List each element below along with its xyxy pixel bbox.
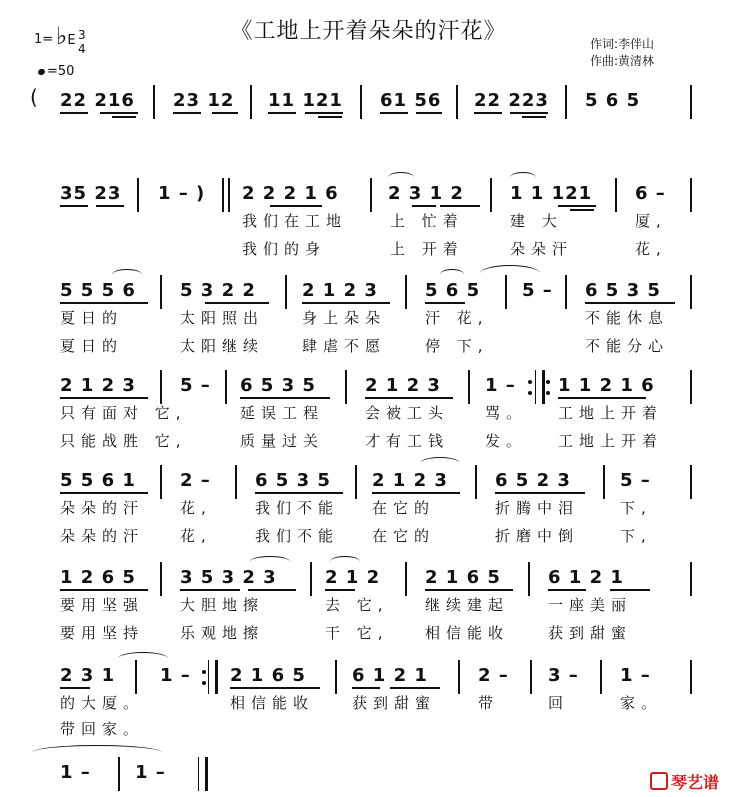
lyric-verse-1: 会被工头: [365, 404, 450, 422]
measure: 5 6 5: [425, 280, 481, 301]
measure: 5 5 6 1: [60, 470, 136, 491]
measure: 2 –: [478, 665, 509, 686]
measure: 11 121: [268, 90, 343, 111]
measure: 2 1 2: [325, 567, 381, 588]
lyric-verse-1: 朵朵的汗: [60, 499, 145, 517]
lyric-verse-1: 身上朵朵: [302, 309, 387, 327]
measure: 1 – ): [158, 183, 206, 204]
measure: 2 –: [180, 470, 211, 491]
lyric-verse-2: 发。: [485, 432, 528, 450]
lyric-verse-1: 我们在工地: [242, 212, 348, 230]
tempo-marking: =50: [38, 64, 74, 79]
lyric-verse-1: 延误工程: [240, 404, 325, 422]
measure: 22 223: [474, 90, 549, 111]
lyric-verse-1: 去 它,: [325, 596, 389, 614]
lyric-verse-1: 要用坚强: [60, 596, 145, 614]
measure: 1 –: [620, 665, 651, 686]
measure: 2 1 6 5: [425, 567, 501, 588]
lyric-verse-1: 下,: [620, 499, 652, 517]
lyric-verse-2: 质量过关: [240, 432, 325, 450]
lyric-verse-2: 夏日的: [60, 337, 124, 355]
score-line-6: [0, 562, 737, 652]
lyric-verse-1: 大胆地擦: [180, 596, 265, 614]
measure: 6 5 3 5: [585, 280, 661, 301]
measure: 5 6 5: [585, 90, 641, 111]
measure: 5 –: [522, 280, 553, 301]
lyric-verse-2: 才有工钱: [365, 432, 450, 450]
measure: 1 1 2 1 6: [558, 375, 655, 396]
lyric-verse-1: 不能休息: [585, 309, 670, 327]
lyric-verse-2: 在它的: [372, 527, 436, 545]
score-line-2: [0, 178, 737, 268]
lyric-verse-1: 花,: [180, 499, 212, 517]
score-line-3: [0, 275, 737, 365]
measure: 2 1 6 5: [230, 665, 306, 686]
lyric-verse-1: 汗 花,: [425, 309, 489, 327]
lyric-verse-1: 的大厦。: [60, 694, 145, 712]
measure: 1 –: [485, 375, 516, 396]
lyric-verse-2: 相信能收: [425, 624, 510, 642]
measure: 2 1 2 3: [365, 375, 441, 396]
lyric-verse-2: 肆虐不愿: [302, 337, 387, 355]
lyric-verse-1: 回: [548, 694, 570, 712]
measure: 3 –: [548, 665, 579, 686]
lyric-verse-1: 相信能收: [230, 694, 315, 712]
credits: [590, 36, 654, 70]
site-logo: 琴艺谱: [650, 770, 719, 793]
logo-icon: [650, 772, 668, 790]
quarter-note-icon: [37, 68, 46, 76]
measure: 6 1 2 1: [548, 567, 624, 588]
lyric-verse-2: 只能战胜 它,: [60, 432, 187, 450]
composer: 作曲:黄清林: [590, 54, 655, 68]
time-signature: 3 4: [78, 28, 86, 56]
measure: 35 23: [60, 183, 122, 204]
measure: 6 1 2 1: [352, 665, 428, 686]
key-signature: 1=: [34, 32, 54, 47]
flat-symbol: ♭E: [56, 22, 76, 50]
lyric-verse-2: 花,: [635, 240, 667, 258]
measure: 6 5 3 5: [255, 470, 331, 491]
measure: 2 2 2 1 6: [242, 183, 339, 204]
lyric-verse-1: 骂。: [485, 404, 528, 422]
measure: 2 3 1 2: [388, 183, 464, 204]
lyric-verse-1: 带: [478, 694, 500, 712]
lyric-verse-2: 要用坚持: [60, 624, 145, 642]
open-paren: (: [30, 85, 38, 109]
lyric-verse-1: 上 忙着: [390, 212, 464, 230]
measure: 1 –: [135, 762, 166, 783]
measure: 2 1 2 3: [302, 280, 378, 301]
lyric-verse-2: 上 开着: [390, 240, 464, 258]
measure: 5 3 2 2: [180, 280, 256, 301]
lyric-verse-2: 干 它,: [325, 624, 389, 642]
lyric-verse-2: 乐观地擦: [180, 624, 265, 642]
measure: 1 2 6 5: [60, 567, 136, 588]
lyric-verse-1: 厦,: [635, 212, 667, 230]
lyricist: 作词:李伴山: [590, 37, 655, 51]
lyric-coda: 带回家。: [60, 720, 145, 738]
measure: 6 5 3 5: [240, 375, 316, 396]
lyric-verse-1: 家。: [620, 694, 663, 712]
lyric-verse-2: 花,: [180, 527, 212, 545]
score-line-5: [0, 465, 737, 555]
measure: 2 1 2 3: [372, 470, 448, 491]
lyric-verse-2: 工地上开着: [558, 432, 664, 450]
lyric-verse-1: 夏日的: [60, 309, 124, 327]
measure: 1 –: [60, 762, 91, 783]
score-line-4: [0, 370, 737, 460]
lyric-verse-2: 下,: [620, 527, 652, 545]
lyric-verse-1: 建 大: [510, 212, 563, 230]
lyric-verse-1: 我们不能: [255, 499, 340, 517]
song-title: 《工地上开着朵朵的汗花》: [230, 19, 507, 44]
lyric-verse-2: 朵朵的汗: [60, 527, 145, 545]
score-line-1: [0, 85, 737, 125]
measure: 5 –: [180, 375, 211, 396]
lyric-verse-1: 太阳照出: [180, 309, 265, 327]
measure: 1 –: [160, 665, 191, 686]
lyric-verse-1: 获到甜蜜: [352, 694, 437, 712]
lyric-verse-2: 折磨中倒: [495, 527, 580, 545]
lyric-verse-2: 我们的身: [242, 240, 327, 258]
measure: 23 12: [173, 90, 235, 111]
lyric-verse-2: 停 下,: [425, 337, 489, 355]
score-line-8: [0, 757, 737, 797]
measure: 22 216: [60, 90, 135, 111]
measure: 1 1 121: [510, 183, 593, 204]
measure: 2 1 2 3: [60, 375, 136, 396]
lyric-verse-2: 朵朵汗: [510, 240, 574, 258]
lyric-verse-2: 不能分心: [585, 337, 670, 355]
measure: 61 56: [380, 90, 442, 111]
lyric-verse-1: 继续建起: [425, 596, 510, 614]
lyric-verse-1: 工地上开着: [558, 404, 664, 422]
lyric-verse-2: 获到甜蜜: [548, 624, 633, 642]
lyric-verse-1: 在它的: [372, 499, 436, 517]
measure: 6 –: [635, 183, 666, 204]
lyric-verse-2: 我们不能: [255, 527, 340, 545]
measure: 5 –: [620, 470, 651, 491]
lyric-verse-2: 太阳继续: [180, 337, 265, 355]
lyric-verse-1: 一座美丽: [548, 596, 633, 614]
lyric-verse-1: 只有面对 它,: [60, 404, 187, 422]
measure: 3 5 3 2 3: [180, 567, 277, 588]
score-line-7: [0, 660, 737, 740]
measure: 2 3 1: [60, 665, 116, 686]
measure: 6 5 2 3: [495, 470, 571, 491]
lyric-verse-1: 折腾中泪: [495, 499, 580, 517]
measure: 5 5 5 6: [60, 280, 136, 301]
